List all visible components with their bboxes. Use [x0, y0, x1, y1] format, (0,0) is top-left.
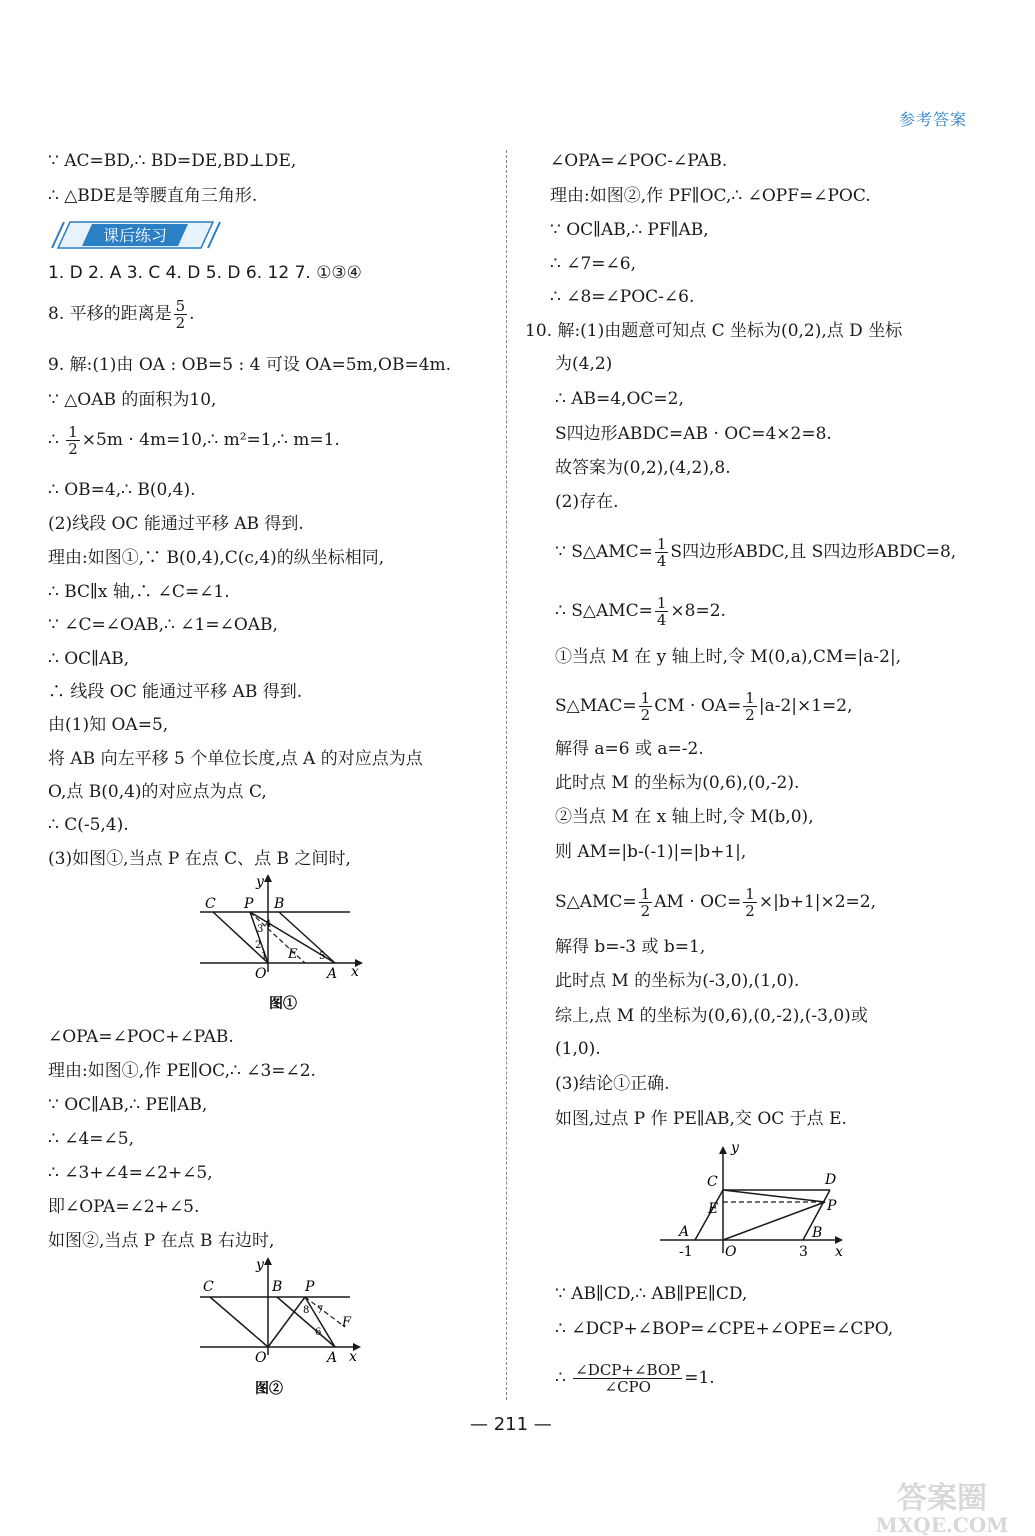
text-line: (3)结论①正确. [555, 1074, 670, 1094]
svg-text:P: P [827, 1198, 837, 1214]
text-line: ∴ ∠DCP+∠BOP=∠CPE+∠OPE=∠CPO, [555, 1319, 894, 1339]
text-line: ∠OPA=∠POC+∠PAB. [48, 1027, 234, 1047]
header-title: 参考答案 [898, 110, 967, 129]
svg-text:4: 4 [265, 919, 272, 930]
text-line: ∴ S△AMC= $\frac{1}{4}$ ×8=2. [555, 594, 726, 629]
figure-2 [195, 1255, 370, 1405]
text-line: ∴ ∠8=∠POC-∠6. [550, 287, 695, 307]
banner-label: 课后练习 [102, 226, 168, 245]
svg-text:3: 3 [799, 1244, 808, 1260]
text-line: (2)存在. [555, 492, 619, 512]
svg-text:F: F [342, 1315, 352, 1330]
text-line: 此时点 M 的坐标为(0,6),(0,-2). [555, 773, 800, 793]
q8-line: 8. 平移的距离是 $\frac{5}{2}$ . [48, 297, 195, 332]
svg-text:1: 1 [261, 951, 268, 962]
svg-text:O: O [725, 1244, 737, 1260]
text-line: 故答案为(0,2),(4,2),8. [555, 458, 731, 478]
svg-text:6: 6 [315, 1327, 322, 1338]
svg-text:A: A [679, 1224, 690, 1240]
svg-text:3: 3 [257, 924, 264, 935]
section-banner [48, 218, 223, 250]
text-line: 综上,点 M 的坐标为(0,6),(0,-2),(-3,0)或 [555, 1006, 868, 1026]
svg-text:O: O [255, 1350, 267, 1366]
text-line: ①当点 M 在 y 轴上时,令 M(0,a),CM=|a-2|, [555, 647, 902, 667]
text-line: S△AMC= $\frac{1}{2}$ AM · OC= $\frac{1}{2}$ ×|b+1|×2=2, [555, 885, 877, 920]
svg-text:x: x [351, 964, 359, 980]
text-line: ∴ C(-5,4). [48, 815, 129, 835]
svg-text:MXQE.COM: MXQE.COM [875, 1513, 1009, 1536]
text-line: S四边形ABDC=AB · OC=4×2=8. [555, 424, 832, 444]
text-line: ∴ ∠4=∠5, [48, 1129, 134, 1149]
text-line: 解得 b=-3 或 b=1, [555, 937, 706, 957]
text-line: ∴ BC∥x 轴,∴ ∠C=∠1. [48, 582, 230, 602]
text-line: 即∠OPA=∠2+∠5. [48, 1197, 200, 1217]
text-line: O,点 B(0,4)的对应点为点 C, [48, 782, 267, 802]
text-line: ∵ △OAB 的面积为10, [48, 390, 217, 410]
svg-text:图②: 图② [255, 1381, 283, 1397]
svg-text:A: A [327, 966, 338, 982]
svg-text:7: 7 [317, 1305, 324, 1316]
svg-text:D: D [825, 1172, 837, 1188]
text-line: 10. 解:(1)由题意可知点 C 坐标为(0,2),点 D 坐标 [525, 321, 903, 341]
text-line: ∵ OC∥AB,∴ PE∥AB, [48, 1095, 208, 1115]
svg-text:-1: -1 [679, 1244, 693, 1260]
text-line: 如图,过点 P 作 PE∥AB,交 OC 于点 E. [555, 1109, 847, 1129]
svg-text:图①: 图① [269, 996, 297, 1012]
svg-text:O: O [255, 966, 267, 982]
text-line: 则 AM=|b-(-1)|=|b+1|, [555, 842, 747, 862]
text-line: 理由:如图①,∵ B(0,4),C(c,4)的纵坐标相同, [48, 548, 385, 568]
svg-text:2: 2 [255, 940, 262, 951]
svg-text:A: A [327, 1350, 338, 1366]
text-line: 解得 a=6 或 a=-2. [555, 739, 704, 759]
text-line: ∴ ∠7=∠6, [550, 254, 636, 274]
text-line: (1,0). [555, 1039, 601, 1059]
text-line: (2)线段 OC 能通过平移 AB 得到. [48, 514, 304, 534]
svg-text:答案圈: 答案圈 [897, 1481, 987, 1516]
text-line: ∵ OC∥AB,∴ PF∥AB, [550, 220, 709, 240]
svg-text:P: P [305, 1279, 315, 1295]
svg-text:E: E [708, 1201, 719, 1217]
figure-3 [655, 1138, 850, 1263]
text-line: 为(4,2) [555, 354, 613, 374]
page-number: — 211 — [470, 1414, 552, 1435]
svg-text:8: 8 [303, 1305, 310, 1316]
answers-line: 1. D 2. A 3. C 4. D 5. D 6. 12 7. ①③④ [48, 263, 362, 283]
svg-text:y: y [256, 874, 264, 890]
svg-text:B: B [272, 1279, 283, 1295]
svg-text:y: y [256, 1257, 264, 1273]
text-line: ∴ $\frac{\text{∠DCP+∠BOP}}{\text{∠CPO}}$ =1. [555, 1361, 715, 1396]
svg-text:5: 5 [319, 951, 326, 962]
text-line: 由(1)知 OA=5, [48, 715, 169, 735]
text-line: ∴ 线段 OC 能通过平移 AB 得到. [48, 682, 303, 702]
text-line: S△MAC= $\frac{1}{2}$ CM · OA= $\frac{1}{2}$ |a-2|×1=2, [555, 689, 853, 724]
svg-text:y: y [731, 1140, 739, 1156]
svg-text:B: B [274, 896, 285, 912]
text-line: ②当点 M 在 x 轴上时,令 M(b,0), [555, 807, 814, 827]
figure-1 [195, 872, 370, 1022]
text-line: ∵ AC=BD,∴ BD=DE,BD⊥DE, [48, 151, 297, 171]
text-line: ∴ $\frac{1}{2}$ ×5m · 4m=10,∴ m²=1,∴ m=1. [48, 423, 340, 458]
text-line: ∴ OC∥AB, [48, 649, 130, 669]
svg-text:B: B [812, 1225, 823, 1241]
svg-text:C: C [707, 1174, 718, 1190]
svg-text:E: E [288, 947, 298, 962]
text-line: 如图②,当点 P 在点 B 右边时, [48, 1231, 275, 1251]
text-line: 9. 解:(1)由 OA : OB=5 : 4 可设 OA=5m,OB=4m. [48, 355, 452, 375]
text-line: (3)如图①,当点 P 在点 C、点 B 之间时, [48, 849, 351, 869]
text-line: 理由:如图②,作 PF∥OC,∴ ∠OPF=∠POC. [550, 186, 871, 206]
watermark-logo [852, 1478, 1032, 1536]
svg-text:C: C [203, 1279, 214, 1295]
column-divider [506, 150, 507, 1400]
text-line: ∴ OB=4,∴ B(0,4). [48, 480, 196, 500]
svg-text:C: C [205, 896, 216, 912]
text-line: ∴ ∠3+∠4=∠2+∠5, [48, 1163, 213, 1183]
text-line: 此时点 M 的坐标为(-3,0),(1,0). [555, 971, 800, 991]
svg-text:x: x [835, 1244, 843, 1260]
svg-text:P: P [244, 896, 254, 912]
text-line: 将 AB 向左平移 5 个单位长度,点 A 的对应点为点 [48, 749, 423, 769]
text-line: 理由:如图①,作 PE∥OC,∴ ∠3=∠2. [48, 1061, 316, 1081]
text-line: ∴ AB=4,OC=2, [555, 389, 684, 409]
text-line: ∠OPA=∠POC-∠PAB. [550, 151, 728, 171]
svg-text:x: x [349, 1349, 357, 1365]
text-line: ∵ ∠C=∠OAB,∴ ∠1=∠OAB, [48, 615, 278, 635]
text-line: ∴ △BDE是等腰直角三角形. [48, 186, 258, 206]
text-line: ∵ S△AMC= $\frac{1}{4}$ S四边形ABDC,且 S四边形ABDC=8, [555, 535, 957, 570]
text-line: ∵ AB∥CD,∴ AB∥PE∥CD, [555, 1284, 748, 1304]
